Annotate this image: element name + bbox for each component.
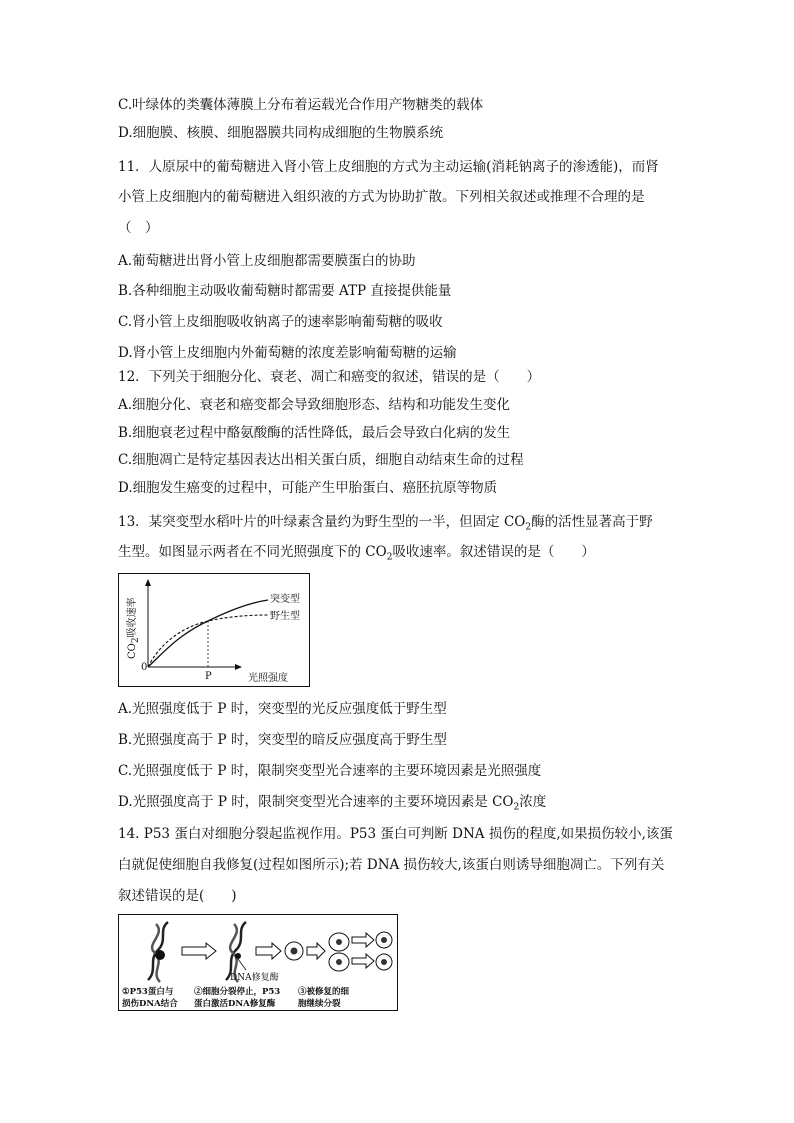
option-13d-text-a: D.光照强度高于 P 时，限制突变型光合速率的主要环境因素是 CO	[118, 794, 514, 810]
option-11c: C.肾小管上皮细胞吸收钠离子的速率影响葡萄糖的吸收	[118, 314, 443, 330]
option-12b: B.细胞衰老过程中酪氨酸酶的活性降低，最后会导致白化病的发生	[118, 425, 511, 441]
question-11-paren: （ ）	[118, 220, 159, 236]
question-11-line1: 11．人原尿中的葡萄糖进入肾小管上皮细胞的方式为主动运输(消耗钠离子的渗透能)，而肾	[118, 159, 659, 175]
option-11d: D.肾小管上皮细胞内外葡萄糖的浓度差影响葡萄糖的运输	[118, 345, 457, 361]
question-11-line2: 小管上皮细胞内的葡萄糖进入组织液的方式为协助扩散。下列相关叙述或推理不合理的是	[118, 189, 645, 205]
svg-text:CO2吸收速率: CO2吸收速率	[127, 597, 141, 659]
question-14-line3: 叙述错误的是( )	[118, 888, 237, 904]
co2-subscript: 2	[386, 552, 393, 563]
caption-step2-line1: ②细胞分裂停止，P53	[194, 987, 281, 997]
p53-repair-figure	[118, 914, 398, 1011]
question-13-text-d: 吸收速率。叙述错误的是（ ）	[392, 544, 595, 560]
origin-label: 0	[141, 662, 148, 673]
co2-subscript: 2	[513, 802, 520, 813]
option-12c: C.细胞凋亡是特定基因表达出相关蛋白质，细胞自动结束生命的过程	[118, 452, 524, 468]
co2-uptake-figure	[118, 573, 310, 687]
question-13-line2	[118, 543, 595, 567]
question-13-text-c: 生型。如图显示两者在不同光照强度下的 CO	[118, 544, 387, 560]
option-13d-text-b: 浓度	[519, 794, 547, 810]
question-13-text-a: 13．某突变型水稻叶片的叶绿素含量约为野生型的一半，但固定 CO	[118, 514, 526, 530]
option-13b: B.光照强度高于 P 时，突变型的暗反应强度高于野生型	[118, 732, 447, 748]
x-axis-label: 光照强度	[248, 673, 288, 684]
question-13-text-b: 酶的活性显著高于野	[531, 514, 653, 530]
option-11a: A.葡萄糖进出肾小管上皮细胞都需要膜蛋白的协助	[118, 253, 416, 269]
repaired-cell-icon	[285, 942, 303, 960]
p53-protein-icon	[155, 950, 165, 960]
caption-step3-line2: 胞继续分裂	[298, 999, 341, 1009]
legend-mutant: 突变型	[270, 594, 300, 605]
option-12d: D.细胞发生癌变的过程中，可能产生甲胎蛋白、癌胚抗原等物质	[118, 480, 498, 496]
caption-step1-line2: 损伤DNA结合	[122, 999, 178, 1009]
question-14-line1: 14. P53 蛋白对细胞分裂起监视作用。P53 蛋白可判断 DNA 损伤的程度,如果损伤较小,该蛋	[118, 826, 673, 842]
legend-wild-type: 野生型	[270, 611, 300, 622]
caption-step1-line1: ①P53蛋白与	[122, 987, 174, 997]
caption-step3-line1: ③被修复的细	[298, 987, 350, 997]
option-13a: A.光照强度低于 P 时，突变型的光反应强度低于野生型	[118, 701, 447, 717]
y-axis-label	[125, 597, 141, 659]
option-11b: B.各种细胞主动吸收葡萄糖时都需要 ATP 直接提供能量	[118, 283, 452, 299]
question-14-line2: 白就促使细胞自我修复(过程如图所示);若 DNA 损伤较大,该蛋白则诱导细胞凋亡。下列有关	[118, 857, 665, 873]
option-13c: C.光照强度低于 P 时，限制突变型光合速率的主要环境因素是光照强度	[118, 763, 542, 779]
daughter-cell-icon	[376, 932, 392, 948]
option-12a: A.细胞分化、衰老和癌变都会导致细胞形态、结构和功能发生变化	[118, 397, 511, 413]
question-12: 12．下列关于细胞分化、衰老、凋亡和癌变的叙述，错误的是（ ）	[118, 369, 541, 385]
question-13-line1	[118, 513, 653, 537]
caption-step2-line2: 蛋白激活DNA修复酶	[194, 999, 276, 1009]
option-10d: D.细胞膜、核膜、细胞器膜共同构成细胞的生物膜系统	[118, 125, 444, 141]
co2-subscript: 2	[525, 522, 532, 533]
x-axis-arrow	[235, 664, 242, 670]
daughter-cell-icon	[376, 954, 392, 970]
option-13d	[118, 793, 546, 817]
y-axis-arrow	[145, 579, 151, 586]
p-label: P	[205, 671, 212, 682]
dna-repair-enzyme-label: DNA修复酶	[230, 973, 279, 983]
option-10c: C.叶绿体的类囊体薄膜上分布着运载光合作用产物糖类的载体	[118, 97, 484, 113]
